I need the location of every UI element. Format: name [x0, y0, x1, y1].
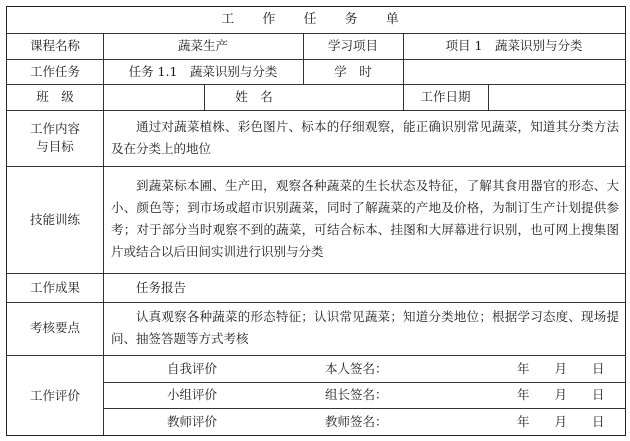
rule	[7, 84, 625, 85]
label-work-result: 工作成果	[29, 280, 80, 295]
rule	[103, 408, 625, 409]
rule	[7, 166, 625, 167]
rule	[7, 355, 625, 356]
eval-type-self: 自我评价	[167, 361, 218, 376]
rule	[7, 33, 625, 34]
label-assessment: 考核要点	[29, 320, 80, 335]
label-content-line1: 工作内容	[29, 121, 80, 136]
eval-type-teacher: 教师评价	[167, 414, 218, 429]
rule	[103, 382, 625, 383]
label-task: 工作任务	[29, 64, 80, 79]
label-hours: 学 时	[334, 64, 372, 79]
date-teacher: 年 月 日	[517, 414, 605, 429]
label-course-name: 课程名称	[29, 38, 80, 53]
label-class: 班 级	[36, 89, 74, 104]
skill-training-text: 到蔬菜标本圃、生产田，观察各种蔬菜的生长状态及特征，了解其食用器官的形态、大小、颜色等；到市场或超市识别蔬菜，同时了解蔬菜的产地及价格，为制订生产计划提供参考；对于部分当时观察不到的蔬菜，可结合标本、挂图和大屏幕进行识别，也可网上搜集图片或结合以后田间实训进行识别与分类	[111, 178, 619, 259]
content-objective-text: 通过对蔬菜植株、彩色图片、标本的仔细观察，能正确识别常见蔬菜，知道其分类方法及在分类上的地位	[111, 119, 619, 156]
rule	[7, 59, 625, 60]
eval-type-group: 小组评价	[167, 387, 218, 402]
label-evaluation: 工作评价	[29, 388, 80, 403]
rule	[103, 33, 104, 435]
value-course-name: 蔬菜生产	[177, 38, 228, 53]
rule	[7, 110, 625, 111]
value-task: 任务 1.1 蔬菜识别与分类	[128, 64, 278, 79]
work-result-text: 任务报告	[136, 280, 187, 295]
signature-group: 组长签名：	[325, 387, 388, 402]
assessment-text: 认真观察各种蔬菜的形态特征；认识常见蔬菜；知道分类地位；根据学习态度、现场提问、抽签答题等方式考核	[111, 309, 619, 346]
value-project: 项目 1 蔬菜识别与分类	[445, 38, 583, 53]
signature-self: 本人签名：	[325, 361, 388, 376]
rule	[7, 273, 625, 274]
signature-teacher: 教师签名：	[325, 414, 388, 429]
label-name: 姓 名	[235, 89, 273, 104]
rule	[7, 302, 625, 303]
page-title: 工 作 任 务 单	[221, 12, 411, 27]
label-work-date: 工作日期	[420, 89, 471, 104]
label-skill-training: 技能训练	[29, 212, 80, 227]
rule	[488, 84, 489, 110]
label-content-line2: 与目标	[36, 139, 74, 154]
work-task-form	[6, 6, 626, 436]
label-project: 学习项目	[327, 38, 378, 53]
date-group: 年 月 日	[517, 387, 605, 402]
date-self: 年 月 日	[517, 361, 605, 376]
